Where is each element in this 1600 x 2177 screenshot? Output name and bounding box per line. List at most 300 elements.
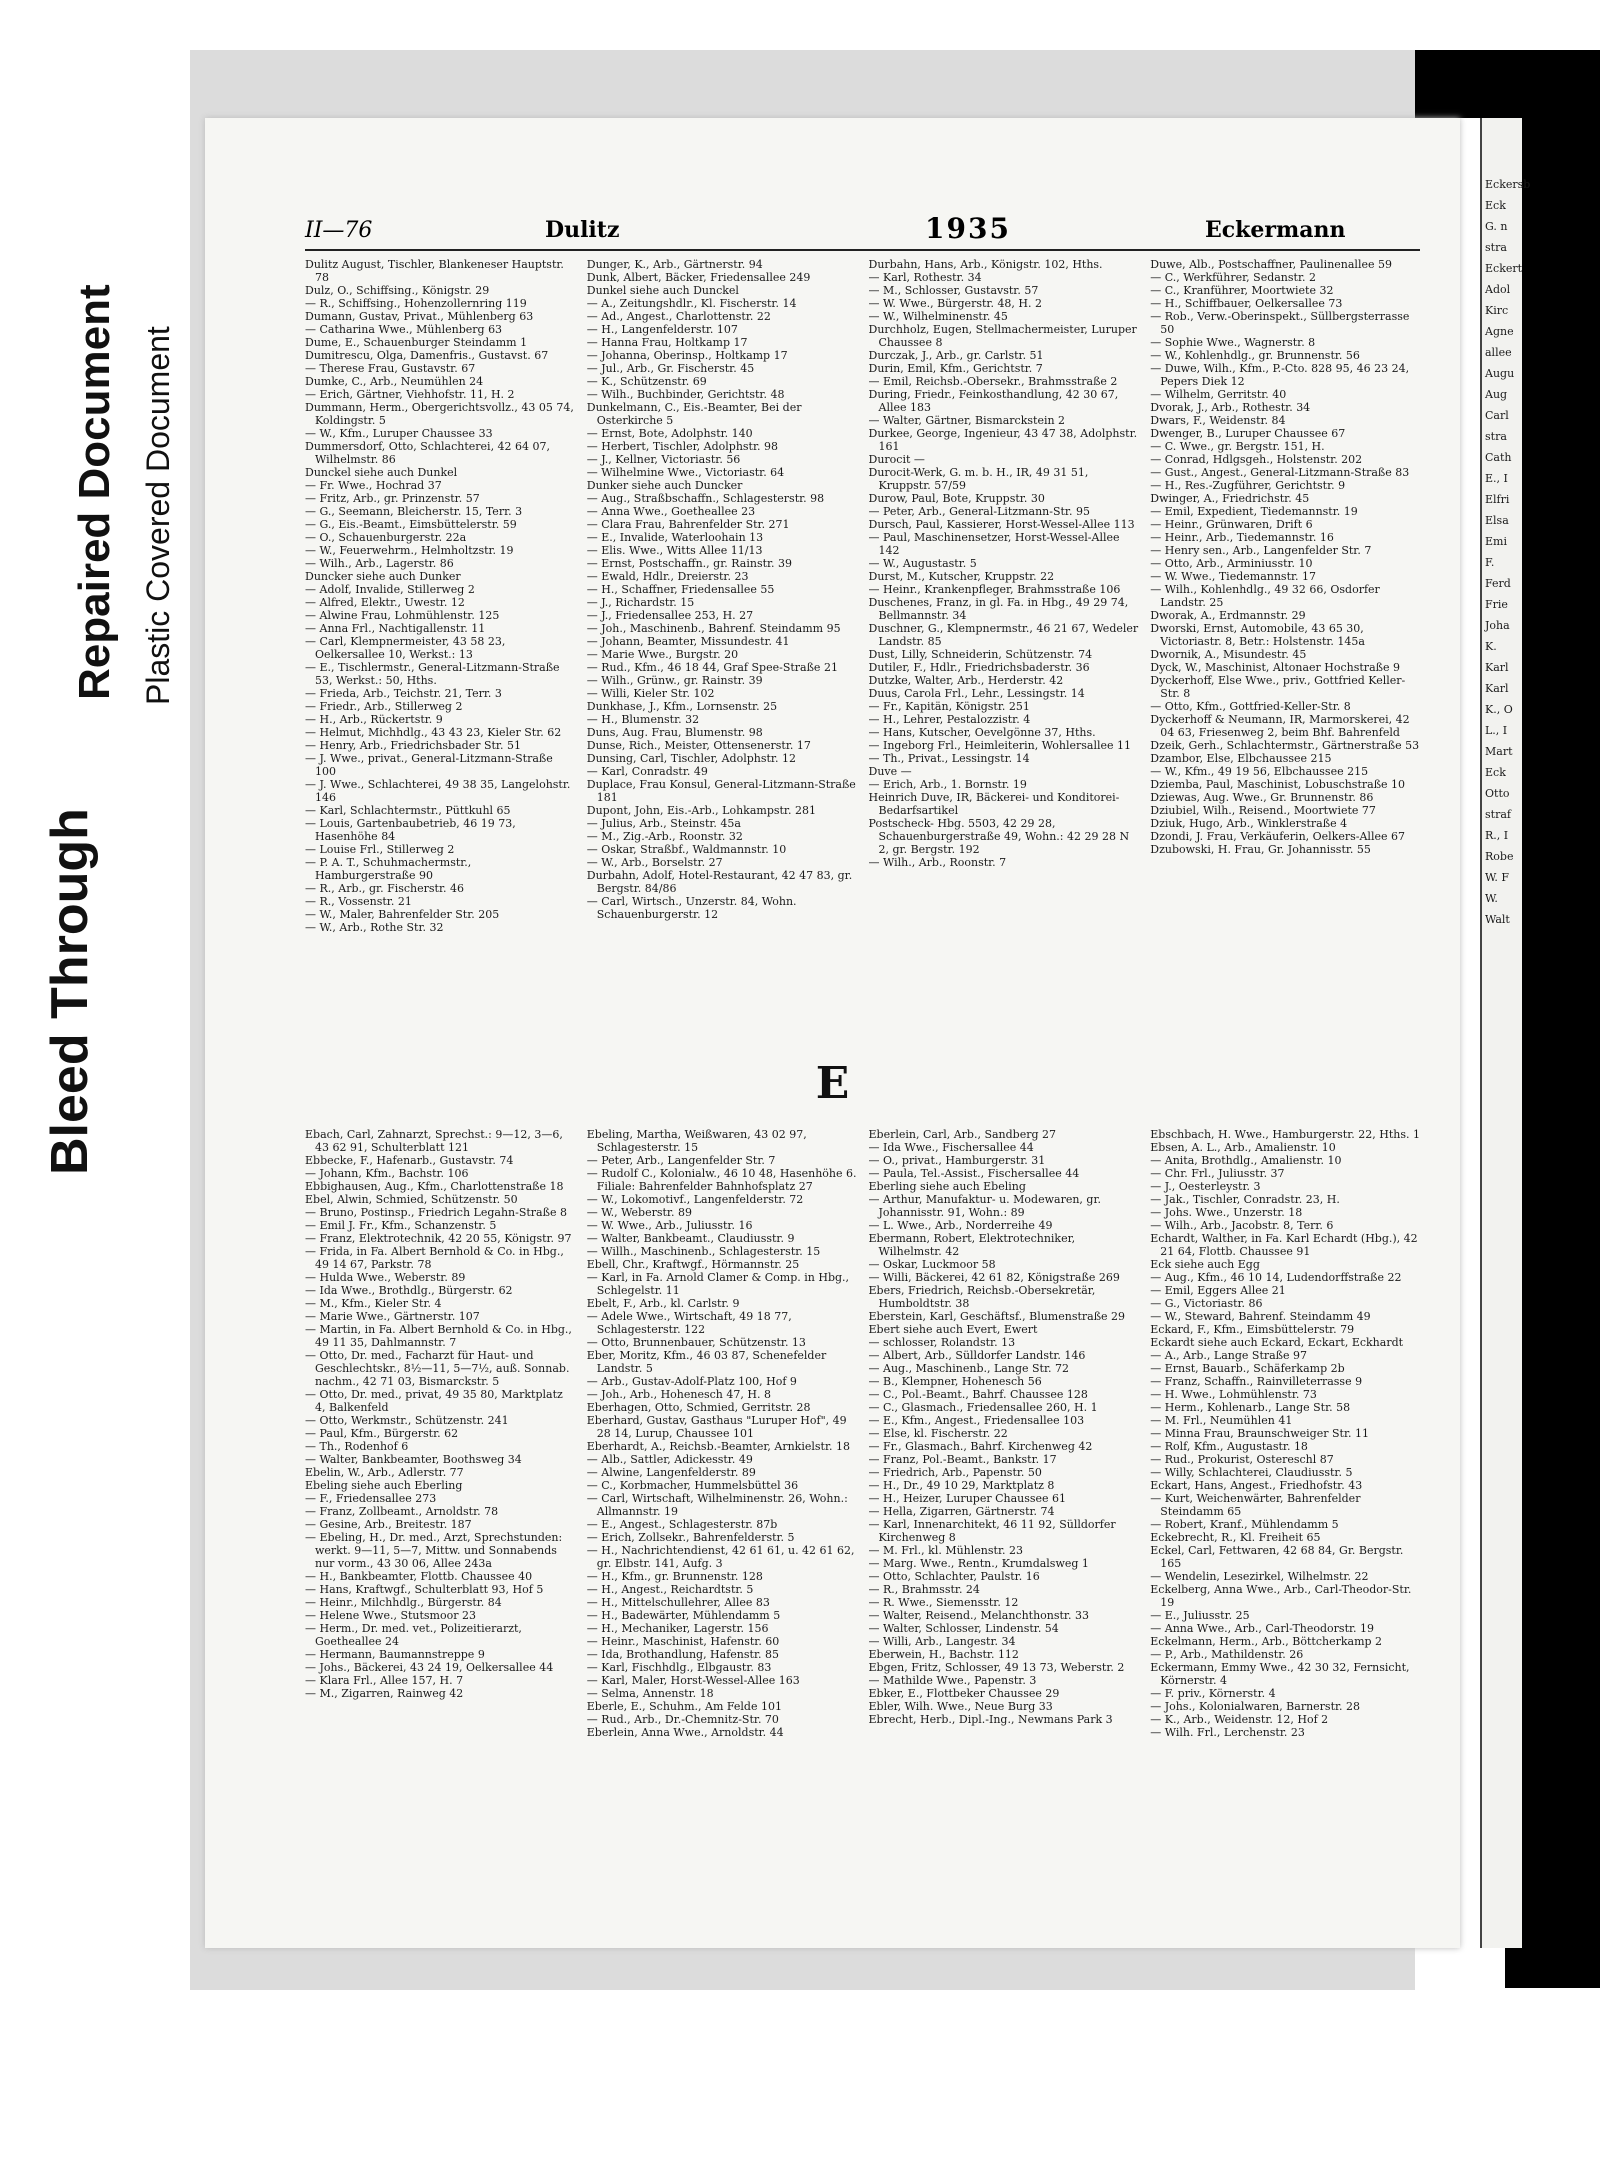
- directory-entry: — Helmut, Michhdlg., 43 43 23, Kieler Str. 62: [305, 726, 562, 739]
- directory-entry: — Oskar, Luckmoor 58: [868, 1258, 996, 1271]
- directory-entry: Dyck, W., Maschinist, Altonaer Hochstraße 9: [1150, 661, 1400, 674]
- next-page-fragment: Robe: [1485, 850, 1514, 863]
- directory-entry: — Heinr., Krankenpfleger, Brahmsstraße 106: [868, 583, 1121, 596]
- directory-entry: — Wilh. Frl., Lerchenstr. 23: [1150, 1726, 1305, 1739]
- directory-entry: — Aug., Maschinenb., Lange Str. 72: [868, 1362, 1069, 1375]
- directory-entry: — Erich, Zollsekr., Bahrenfelderstr. 5: [586, 1531, 795, 1544]
- directory-entry: Dworski, Ernst, Automobile, 43 65 30, Victoriastr. 8, Betr.: Holstenstr. 145a: [1150, 622, 1365, 648]
- directory-column: [869, 1128, 1139, 1918]
- directory-entry: Dwinger, A., Friedrichstr. 45: [1150, 492, 1310, 505]
- directory-entry: Durst, M., Kutscher, Kruppstr. 22: [868, 570, 1055, 583]
- next-page-fragment: Augu: [1485, 367, 1515, 380]
- directory-entry: Dunker siehe auch Duncker: [586, 479, 743, 492]
- directory-entry: Eberle, E., Schuhm., Am Felde 101: [586, 1700, 782, 1713]
- next-page-fragment: Joha: [1485, 619, 1510, 632]
- scan-border-top: [1415, 50, 1600, 118]
- directory-entry: — M. Frl., kl. Mühlenstr. 23: [868, 1544, 1023, 1557]
- directory-entry: — Emil, Eggers Allee 21: [1150, 1284, 1286, 1297]
- directory-entry: — Anna Wwe., Goetheallee 23: [586, 505, 756, 518]
- directory-entry: — Alb., Sattler, Adickesstr. 49: [586, 1453, 753, 1466]
- directory-entry: Dwornik, A., Misundestr. 45: [1150, 648, 1307, 661]
- directory-entry: — A., Zeitungshdlr., Kl. Fischerstr. 14: [586, 297, 797, 310]
- next-page-fragment: Kirc: [1485, 304, 1509, 317]
- directory-page: [205, 118, 1460, 1948]
- directory-entry: — Otto, Schlachter, Paulstr. 16: [868, 1570, 1040, 1583]
- directory-entry: Echardt, Walther, in Fa. Karl Echardt (Hbg.), 42 21 64, Flottb. Chaussee 91: [1150, 1232, 1418, 1258]
- directory-entry: Eckelberg, Anna Wwe., Arb., Carl-Theodor-Str. 19: [1150, 1583, 1412, 1609]
- directory-entry: — C., Glasmach., Friedensallee 260, H. 1: [868, 1401, 1098, 1414]
- directory-entry: Dume, E., Schauenburger Steindamm 1: [305, 336, 528, 349]
- directory-entry: Dulz, O., Schiffsing., Königstr. 29: [305, 284, 490, 297]
- directory-entry: — Rud., Prokurist, Ostereschl 87: [1150, 1453, 1334, 1466]
- directory-entry: Dunsing, Carl, Tischler, Adolphstr. 12: [586, 752, 796, 765]
- next-page-edge: [1480, 118, 1531, 1948]
- directory-entry: — Anna Frl., Nachtigallenstr. 11: [305, 622, 486, 635]
- directory-entry: — Paul, Kfm., Bürgerstr. 62: [305, 1427, 459, 1440]
- directory-entry: — Chr. Frl., Juliusstr. 37: [1150, 1167, 1285, 1180]
- directory-entry: — F. priv., Körnerstr. 4: [1150, 1687, 1276, 1700]
- directory-entry: — Johanna, Oberinsp., Holtkamp 17: [586, 349, 788, 362]
- directory-entry: — W. Wwe., Tiedemannstr. 17: [1150, 570, 1317, 583]
- directory-entry: — E., Juliusstr. 25: [1150, 1609, 1250, 1622]
- directory-entry: During, Friedr., Feinkosthandlung, 42 30 67, Allee 183: [868, 388, 1119, 414]
- directory-column: [869, 258, 1139, 1028]
- directory-entry: — Carl, Klempnermeister, 43 58 23, Oelkersallee 10, Werkst.: 13: [305, 635, 506, 661]
- directory-entry: — Alwine Frau, Lohmühlenstr. 125: [305, 609, 500, 622]
- directory-entry: — Rud., Arb., Dr.-Chemnitz-Str. 70: [586, 1713, 779, 1726]
- next-page-fragment: F.: [1485, 556, 1495, 569]
- directory-entry: — Selma, Annenstr. 18: [586, 1687, 714, 1700]
- directory-entry: — Louis, Gartenbaubetrieb, 46 19 73, Hasenhöhe 84: [305, 817, 516, 843]
- directory-entry: — Klara Frl., Allee 157, H. 7: [305, 1674, 464, 1687]
- directory-entry: — Johann, Kfm., Bachstr. 106: [305, 1167, 469, 1180]
- next-page-fragment: Eck: [1485, 199, 1506, 212]
- directory-entry: — Adolf, Invalide, Stillerweg 2: [305, 583, 475, 596]
- directory-entry: Duwe, Alb., Postschaffner, Paulinenallee 59: [1150, 258, 1392, 271]
- directory-entry: — Th., Privat., Lessingstr. 14: [868, 752, 1030, 765]
- directory-entry: — Frida, in Fa. Albert Bernhold & Co. in Hbg., 49 14 67, Parkstr. 78: [305, 1245, 564, 1271]
- directory-entry: Dummann, Herm., Obergerichtsvollz., 43 05 74, Koldingstr. 5: [305, 401, 574, 427]
- directory-entry: Dunkel siehe auch Dunckel: [586, 284, 739, 297]
- directory-entry: — C., Pol.-Beamt., Bahrf. Chaussee 128: [868, 1388, 1088, 1401]
- directory-entry: — Otto, Dr. med., Facharzt für Haut- und Geschlechtskr., 8½—11, 5—7½, auß. Sonnab. nachm., 42 71 03, Bismarckstr. 5: [305, 1349, 570, 1388]
- directory-entry: — Th., Rodenhof 6: [305, 1440, 409, 1453]
- directory-entry: — Fr., Glasmach., Bahrf. Kirchenweg 42: [868, 1440, 1093, 1453]
- next-page-fragment: Aug: [1485, 388, 1508, 401]
- directory-entry: — Arb., Gustav-Adolf-Platz 100, Hof 9: [586, 1375, 797, 1388]
- directory-entry: — Karl, Maler, Horst-Wessel-Allee 163: [586, 1674, 800, 1687]
- next-page-fragment: Walt: [1485, 913, 1510, 926]
- directory-entry: — Marg. Wwe., Rentn., Krumdalsweg 1: [868, 1557, 1089, 1570]
- directory-entry: — P., Arb., Mathildenstr. 26: [1150, 1648, 1304, 1661]
- directory-entry: — Alwine, Langenfelderstr. 89: [586, 1466, 756, 1479]
- directory-entry: — W., Wilhelminenstr. 45: [868, 310, 1008, 323]
- next-page-fragment: Agne: [1485, 325, 1514, 338]
- directory-entry: — H., Mechaniker, Lagerstr. 156: [586, 1622, 769, 1635]
- header-year: 1935: [925, 212, 1011, 245]
- directory-entry: — R., Arb., gr. Fischerstr. 46: [305, 882, 465, 895]
- directory-entry: — F., Friedensallee 273: [305, 1492, 437, 1505]
- directory-entry: Duschner, G., Klempnermstr., 46 21 67, Wedeler Landstr. 85: [868, 622, 1139, 648]
- directory-entry: — W., Kohlenhdlg., gr. Brunnenstr. 56: [1150, 349, 1360, 362]
- directory-entry: — Karl, Fischhdlg., Elbgaustr. 83: [586, 1661, 772, 1674]
- directory-entry: Eckart, Hans, Angest., Friedhofstr. 43: [1150, 1479, 1363, 1492]
- directory-entry: — H., Heizer, Luruper Chaussee 61: [868, 1492, 1067, 1505]
- directory-entry: — Johs. Wwe., Unzerstr. 18: [1150, 1206, 1303, 1219]
- directory-entry: — Adele Wwe., Wirtschaft, 49 18 77, Schlagesterstr. 122: [586, 1310, 792, 1336]
- directory-entry: — Friedr., Arb., Stillerweg 2: [305, 700, 463, 713]
- directory-column: [587, 1128, 857, 1918]
- directory-entry: — Fr., Kapitän, Königstr. 251: [868, 700, 1030, 713]
- directory-entry: Duve —: [868, 765, 912, 778]
- directory-entry: Ebschbach, H. Wwe., Hamburgerstr. 22, Hths. 1: [1150, 1128, 1420, 1141]
- directory-entry: — Heinr., Maschinist, Hafenstr. 60: [586, 1635, 780, 1648]
- next-page-fragment: W. F: [1485, 871, 1510, 884]
- next-page-fragment: Cath: [1485, 451, 1512, 464]
- directory-entry: — Rudolf C., Kolonialw., 46 10 48, Hasenhöhe 6. Filiale: Bahrenfelder Bahnhofsplatz 27: [586, 1167, 857, 1193]
- directory-entry: — P. A. T., Schuhmachermstr., Hamburgerstraße 90: [305, 856, 472, 882]
- directory-entry: — Walter, Gärtner, Bismarckstein 2: [868, 414, 1066, 427]
- directory-entry: — Louise Frl., Stillerweg 2: [305, 843, 455, 856]
- next-page-fragment: E., I: [1485, 472, 1508, 485]
- directory-entry: — Jak., Tischler, Conradstr. 23, H.: [1150, 1193, 1340, 1206]
- directory-entry: — R., Schiffsing., Hohenzollernring 119: [305, 297, 527, 310]
- directory-entry: Eckel, Carl, Fettwaren, 42 68 84, Gr. Bergstr. 165: [1150, 1544, 1404, 1570]
- directory-entry: — Arthur, Manufaktur- u. Modewaren, gr. Johannisstr. 91, Wohn.: 89: [868, 1193, 1102, 1219]
- directory-entry: — Wilh., Kohlenhdlg., 49 32 66, Osdorfer Landstr. 25: [1150, 583, 1380, 609]
- directory-entry: — Helene Wwe., Stutsmoor 23: [305, 1609, 476, 1622]
- directory-entry: — G., Eis.-Beamt., Eimsbüttelerstr. 59: [305, 518, 517, 531]
- directory-entry: — H. Wwe., Lohmühlenstr. 73: [1150, 1388, 1317, 1401]
- directory-entry: — Aug., Straßbschaffn., Schlagesterstr. 98: [586, 492, 825, 505]
- directory-entry: — W., Feuerwehrm., Helmholtzstr. 19: [305, 544, 514, 557]
- next-page-fragment: R., I: [1485, 829, 1509, 842]
- directory-entry: Dziewas, Aug. Wwe., Gr. Brunnenstr. 86: [1150, 791, 1374, 804]
- next-page-fragment: Elfri: [1485, 493, 1510, 506]
- directory-entry: — Emil, Reichsb.-Obersekr., Brahmsstraße 2: [868, 375, 1118, 388]
- next-page-fragment: Adol: [1485, 283, 1511, 296]
- directory-entry: — Willi, Kieler Str. 102: [586, 687, 715, 700]
- directory-entry: — W., Steward, Bahrenf. Steindamm 49: [1150, 1310, 1371, 1323]
- directory-entry: — H., Badewärter, Mühlendamm 5: [586, 1609, 781, 1622]
- directory-entry: Eberlein, Anna Wwe., Arnoldstr. 44: [586, 1726, 784, 1739]
- directory-entry: — J., Friedensallee 253, H. 27: [586, 609, 754, 622]
- directory-entry: Eberling siehe auch Ebeling: [868, 1180, 1026, 1193]
- directory-entry: — Erich, Arb., 1. Bornstr. 19: [868, 778, 1027, 791]
- directory-entry: — Bruno, Postinsp., Friedrich Legahn-Straße 8: [305, 1206, 567, 1219]
- directory-entry: — Marie Wwe., Burgstr. 20: [586, 648, 739, 661]
- directory-entry: Ebler, Wilh. Wwe., Neue Burg 33: [868, 1700, 1053, 1713]
- directory-entry: — Wilh., Arb., Jacobstr. 8, Terr. 6: [1150, 1219, 1334, 1232]
- directory-entry: Eberhardt, A., Reichsb.-Beamter, Arnkielstr. 18: [586, 1440, 850, 1453]
- next-page-fragment: Mart: [1485, 745, 1513, 758]
- directory-entry: — Robert, Kranf., Mühlendamm 5: [1150, 1518, 1339, 1531]
- directory-entry: Ebbighausen, Aug., Kfm., Charlottenstraße 18: [305, 1180, 564, 1193]
- directory-entry: Dzambor, Else, Elbchaussee 215: [1150, 752, 1332, 765]
- directory-entry: — Heinr., Milchhdlg., Bürgerstr. 84: [305, 1596, 502, 1609]
- directory-column: [305, 1128, 575, 1918]
- directory-entry: Eberhagen, Otto, Schmied, Gerritstr. 28: [586, 1401, 811, 1414]
- directory-entry: Ebgen, Fritz, Schlosser, 49 13 73, Weberstr. 2: [868, 1661, 1125, 1674]
- next-page-fragment: Elsa: [1485, 514, 1509, 527]
- directory-entry: — Willi, Arb., Langestr. 34: [868, 1635, 1016, 1648]
- directory-entry: — Ewald, Hdlr., Dreierstr. 23: [586, 570, 749, 583]
- directory-entry: Eberlein, Carl, Arb., Sandberg 27: [868, 1128, 1057, 1141]
- directory-entry: — Heinr., Arb., Tiedemannstr. 16: [1150, 531, 1334, 544]
- next-page-fragment: L., I: [1485, 724, 1508, 737]
- directory-entry: — W. Wwe., Arb., Juliusstr. 16: [586, 1219, 753, 1232]
- directory-entry: — Ebeling, H., Dr. med., Arzt, Sprechstunden: werkt. 9—11, 5—7, Mittw. und Sonnabends nur vorm., 43 30 06, Allee 243a: [305, 1531, 563, 1570]
- directory-entry: Durow, Paul, Bote, Kruppstr. 30: [868, 492, 1045, 505]
- directory-column: [305, 258, 575, 1028]
- directory-entry: Dzubowski, H. Frau, Gr. Johannisstr. 55: [1150, 843, 1371, 856]
- directory-entry: — Duwe, Wilh., Kfm., P.-Cto. 828 95, 46 23 24, Pepers Diek 12: [1150, 362, 1410, 388]
- directory-entry: — Ida Wwe., Fischersallee 44: [868, 1141, 1034, 1154]
- directory-entry: — Franz, Schaffn., Rainvilleterrasse 9: [1150, 1375, 1363, 1388]
- page-number: II—76: [305, 218, 373, 243]
- directory-entry: Dupont, John, Eis.-Arb., Lohkampstr. 281: [586, 804, 816, 817]
- directory-entry: — Friedrich, Arb., Papenstr. 50: [868, 1466, 1042, 1479]
- directory-entry: — H., Schaffner, Friedensallee 55: [586, 583, 775, 596]
- directory-entry: — Karl, Rothestr. 34: [868, 271, 982, 284]
- directory-entry: — Fritz, Arb., gr. Prinzenstr. 57: [305, 492, 480, 505]
- directory-entry: — M., Zig.-Arb., Roonstr. 32: [586, 830, 743, 843]
- directory-entry: Durbahn, Adolf, Hotel-Restaurant, 42 47 83, gr. Bergstr. 84/86: [586, 869, 853, 895]
- bleed-through-label: Bleed Through: [41, 808, 99, 1175]
- directory-entry: — Otto, Werkmstr., Schützenstr. 241: [305, 1414, 509, 1427]
- directory-entry: Ebeling siehe auch Eberling: [305, 1479, 463, 1492]
- directory-entry: Dumitrescu, Olga, Damenfris., Gustavst. 67: [305, 349, 549, 362]
- directory-entry: — J., Kellner, Victoriastr. 56: [586, 453, 741, 466]
- directory-entry: Postscheck- Hbg. 5503, 42 29 28, Schauenburgerstraße 49, Wohn.: 42 29 28 N 2, gr. Bergstr. 192: [868, 817, 1130, 856]
- directory-entry: Dummersdorf, Otto, Schlachterei, 42 64 07, Wilhelmstr. 86: [305, 440, 551, 466]
- directory-entry: — H., Schiffbauer, Oelkersallee 73: [1150, 297, 1343, 310]
- directory-entry: — Herm., Dr. med. vet., Polizeitierarzt, Goetheallee 24: [305, 1622, 522, 1648]
- directory-entry: Durchholz, Eugen, Stellmachermeister, Luruper Chaussee 8: [868, 323, 1137, 349]
- directory-entry: — M., Kfm., Kieler Str. 4: [305, 1297, 442, 1310]
- next-page-fragment: Karl: [1485, 682, 1509, 695]
- repaired-document-label: Repaired Document: [70, 284, 119, 700]
- directory-entry: — Johs., Bäckerei, 43 24 19, Oelkersallee 44: [305, 1661, 554, 1674]
- directory-entry: Ebelin, W., Arb., Adlerstr. 77: [305, 1466, 464, 1479]
- directory-entry: — R., Vossenstr. 21: [305, 895, 412, 908]
- plastic-covered-document-label: Plastic Covered Document: [140, 326, 176, 705]
- directory-entry: Ebbecke, F., Hafenarb., Gustavstr. 74: [305, 1154, 514, 1167]
- directory-entry: — C. Wwe., gr. Bergstr. 151, H.: [1150, 440, 1325, 453]
- directory-entry: — Karl, Conradstr. 49: [586, 765, 708, 778]
- directory-entry: — M. Frl., Neumühlen 41: [1150, 1414, 1293, 1427]
- directory-entry: — W., Maler, Bahrenfelder Str. 205: [305, 908, 500, 921]
- next-page-fragment: W.: [1485, 892, 1498, 905]
- directory-entry: — L. Wwe., Arb., Norderreihe 49: [868, 1219, 1053, 1232]
- directory-entry: Ebelt, F., Arb., kl. Carlstr. 9: [586, 1297, 740, 1310]
- directory-entry: — Ernst, Postschaffn., gr. Rainstr. 39: [586, 557, 793, 570]
- directory-entry: — Wilhelm, Gerritstr. 40: [1150, 388, 1287, 401]
- directory-entry: — Peter, Arb., Langenfelder Str. 7: [586, 1154, 776, 1167]
- directory-entry: Eberwein, H., Bachstr. 112: [868, 1648, 1019, 1661]
- directory-entry: — Carl, Wirtschaft, Wilhelminenstr. 26, Wohn.: Allmannstr. 19: [586, 1492, 848, 1518]
- directory-entry: Dunger, K., Arb., Gärtnerstr. 94: [586, 258, 763, 271]
- directory-entry: — Henry sen., Arb., Langenfelder Str. 7: [1150, 544, 1372, 557]
- directory-entry: — Emil, Expedient, Tiedemannstr. 19: [1150, 505, 1358, 518]
- directory-entry: — W., Weberstr. 89: [586, 1206, 692, 1219]
- directory-entry: — W., Arb., Borselstr. 27: [586, 856, 723, 869]
- directory-entry: — Martin, in Fa. Albert Bernhold & Co. in Hbg., 49 11 35, Dahlmannstr. 7: [305, 1323, 572, 1349]
- directory-entry: — Joh., Maschinenb., Bahrenf. Steindamm 95: [586, 622, 841, 635]
- directory-entry: Dwenger, B., Luruper Chaussee 67: [1150, 427, 1346, 440]
- directory-entry: — R. Wwe., Siemensstr. 12: [868, 1596, 1019, 1609]
- directory-entry: — J. Wwe., Schlachterei, 49 38 35, Langelohstr. 146: [305, 778, 571, 804]
- directory-entry: — Hans, Kraftwgf., Schulterblatt 93, Hof 5: [305, 1583, 544, 1596]
- directory-entry: — H., Kfm., gr. Brunnenstr. 128: [586, 1570, 763, 1583]
- directory-entry: — Rolf, Kfm., Augustastr. 18: [1150, 1440, 1308, 1453]
- directory-entry: Durocit —: [868, 453, 925, 466]
- directory-entry: — Ernst, Bote, Adolphstr. 140: [586, 427, 753, 440]
- directory-entry: — Gust., Angest., General-Litzmann-Straße 83: [1150, 466, 1410, 479]
- directory-entry: Dziemba, Paul, Maschinist, Lobuschstraße 10: [1150, 778, 1406, 791]
- directory-entry: — W., Lokomotivf., Langenfelderstr. 72: [586, 1193, 804, 1206]
- directory-entry: — C., Werkführer, Sedanstr. 2: [1150, 271, 1316, 284]
- directory-entry: — B., Klempner, Hohenesch 56: [868, 1375, 1042, 1388]
- directory-entry: — Walter, Schlosser, Lindenstr. 54: [868, 1622, 1059, 1635]
- directory-entry: — schlosser, Rolandstr. 13: [868, 1336, 1016, 1349]
- directory-entry: Ebrecht, Herb., Dipl.-Ing., Newmans Park 3: [868, 1713, 1113, 1726]
- top-section-columns: [305, 258, 1420, 1028]
- directory-entry: Durczak, J., Arb., gr. Carlstr. 51: [868, 349, 1044, 362]
- directory-entry: — J., Richardstr. 15: [586, 596, 695, 609]
- directory-entry: — W. Wwe., Bürgerstr. 48, H. 2: [868, 297, 1043, 310]
- directory-entry: — Therese Frau, Gustavstr. 67: [305, 362, 476, 375]
- directory-entry: — Fr. Wwe., Hochrad 37: [305, 479, 442, 492]
- directory-entry: — Ida Wwe., Brothdlg., Bürgerstr. 62: [305, 1284, 513, 1297]
- directory-entry: — Else, kl. Fischerstr. 22: [868, 1427, 1008, 1440]
- directory-entry: — Willy, Schlachterei, Claudiusstr. 5: [1150, 1466, 1353, 1479]
- header-first-name: Dulitz: [545, 217, 620, 243]
- directory-entry: — M., Zigarren, Rainweg 42: [305, 1687, 464, 1700]
- directory-column: [587, 258, 857, 1028]
- directory-column: [1150, 258, 1420, 1028]
- directory-entry: Eberhard, Gustav, Gasthaus "Luruper Hof", 49 28 14, Lurup, Chaussee 101: [586, 1414, 847, 1440]
- section-letter: E: [815, 1058, 850, 1109]
- directory-entry: — Jul., Arb., Gr. Fischerstr. 45: [586, 362, 755, 375]
- directory-entry: — O., Schauenburgerstr. 22a: [305, 531, 467, 544]
- directory-entry: — K., Arb., Weidenstr. 12, Hof 2: [1150, 1713, 1329, 1726]
- next-page-fragment: Carl: [1485, 409, 1509, 422]
- next-page-fragment: Emi: [1485, 535, 1507, 548]
- side-labels: [0, 0, 200, 2177]
- directory-entry: Dzeik, Gerh., Schlachtermstr., Gärtnerstraße 53: [1150, 739, 1420, 752]
- directory-entry: Ebert siehe auch Evert, Ewert: [868, 1323, 1038, 1336]
- directory-entry: — Julius, Arb., Steinstr. 45a: [586, 817, 741, 830]
- directory-entry: — C., Korbmacher, Hummelsbüttel 36: [586, 1479, 799, 1492]
- directory-entry: — W., Kfm., Luruper Chaussee 33: [305, 427, 493, 440]
- directory-entry: — Clara Frau, Bahrenfelder Str. 271: [586, 518, 790, 531]
- header-last-name: Eckermann: [1205, 217, 1346, 243]
- next-page-fragment: G. n: [1485, 220, 1508, 233]
- directory-entry: Dziuk, Hugo, Arb., Winklerstraße 4: [1150, 817, 1348, 830]
- directory-entry: — Hanna Frau, Holtkamp 17: [586, 336, 748, 349]
- directory-entry: Eckermann, Emmy Wwe., 42 30 32, Fernsicht, Körnerstr. 4: [1150, 1661, 1410, 1687]
- directory-entry: — W., Arb., Rothe Str. 32: [305, 921, 444, 934]
- directory-entry: Dzondi, J. Frau, Verkäuferin, Oelkers-Allee 67: [1150, 830, 1405, 843]
- next-page-fragment: Otto: [1485, 787, 1510, 800]
- directory-entry: — Gesine, Arb., Breitestr. 187: [305, 1518, 472, 1531]
- directory-entry: — Franz, Zollbeamt., Arnoldstr. 78: [305, 1505, 499, 1518]
- directory-entry: Ebel, Alwin, Schmied, Schützenstr. 50: [305, 1193, 518, 1206]
- directory-entry: — H., Bankbeamter, Flottb. Chaussee 40: [305, 1570, 533, 1583]
- directory-entry: — Ad., Angest., Charlottenstr. 22: [586, 310, 771, 323]
- directory-entry: — Wilh., Grünw., gr. Rainstr. 39: [586, 674, 763, 687]
- directory-entry: — H., Lehrer, Pestalozzistr. 4: [868, 713, 1031, 726]
- directory-entry: — Anna Wwe., Arb., Carl-Theodorstr. 19: [1150, 1622, 1375, 1635]
- directory-entry: — Carl, Wirtsch., Unzerstr. 84, Wohn. Schauenburgerstr. 12: [586, 895, 797, 921]
- directory-entry: — Wilhelmine Wwe., Victoriastr. 64: [586, 466, 785, 479]
- next-page-fragment: Frie: [1485, 598, 1508, 611]
- directory-entry: — Wilh., Arb., Lagerstr. 86: [305, 557, 454, 570]
- directory-entry: — Otto, Arb., Arminiusstr. 10: [1150, 557, 1313, 570]
- directory-entry: Dunse, Rich., Meister, Ottensenerstr. 17: [586, 739, 811, 752]
- next-page-fragment: straf: [1485, 808, 1511, 821]
- directory-entry: Dunk, Albert, Bäcker, Friedensallee 249: [586, 271, 811, 284]
- directory-entry: — Karl, in Fa. Arnold Clamer & Comp. in Hbg., Schlegelstr. 11: [586, 1271, 850, 1297]
- directory-entry: — Paula, Tel.-Assist., Fischersallee 44: [868, 1167, 1080, 1180]
- directory-entry: — Ingeborg Frl., Heimleiterin, Wohlersallee 11: [868, 739, 1132, 752]
- directory-entry: Eckebrecht, R., Kl. Freiheit 65: [1150, 1531, 1321, 1544]
- directory-entry: — H., Mittelschullehrer, Allee 83: [586, 1596, 770, 1609]
- directory-entry: Heinrich Duve, IR, Bäckerei- und Konditorei-Bedarfsartikel: [868, 791, 1120, 817]
- directory-entry: Eckelmann, Herm., Arb., Böttcherkamp 2: [1150, 1635, 1383, 1648]
- directory-entry: — W., Augustastr. 5: [868, 557, 977, 570]
- directory-entry: — C., Kranführer, Moortwiete 32: [1150, 284, 1334, 297]
- directory-entry: — Marie Wwe., Gärtnerstr. 107: [305, 1310, 480, 1323]
- directory-entry: — Otto, Brunnenbauer, Schützenstr. 13: [586, 1336, 806, 1349]
- next-page-fragment: stra: [1485, 430, 1507, 443]
- directory-entry: Dutzke, Walter, Arb., Herderstr. 42: [868, 674, 1064, 687]
- directory-entry: — Hermann, Baumannstreppe 9: [305, 1648, 485, 1661]
- directory-entry: — G., Victoriastr. 86: [1150, 1297, 1263, 1310]
- directory-entry: — E., Tischlermstr., General-Litzmann-Straße 53, Werkst.: 50, Hths.: [305, 661, 560, 687]
- directory-entry: Dziubiel, Wilh., Reisend., Moortwiete 77: [1150, 804, 1376, 817]
- next-page-fragment: Ferd: [1485, 577, 1511, 590]
- directory-entry: — Alfred, Elektr., Uwestr. 12: [305, 596, 465, 609]
- directory-entry: — Otto, Dr. med., privat, 49 35 80, Marktplatz 4, Balkenfeld: [305, 1388, 563, 1414]
- directory-entry: Eckardt siehe auch Eckard, Eckart, Eckhardt: [1150, 1336, 1404, 1349]
- directory-entry: Eckard, F., Kfm., Eimsbüttelerstr. 79: [1150, 1323, 1355, 1336]
- directory-entry: — Karl, Innenarchitekt, 46 11 92, Sülldorfer Kirchenweg 8: [868, 1518, 1116, 1544]
- directory-entry: Ebermann, Robert, Elektrotechniker, Wilhelmstr. 42: [868, 1232, 1076, 1258]
- directory-entry: — Peter, Arb., General-Litzmann-Str. 95: [868, 505, 1090, 518]
- directory-entry: — Walter, Bankbeamt., Claudiusstr. 9: [586, 1232, 795, 1245]
- directory-entry: — J. Wwe., privat., General-Litzmann-Straße 100: [305, 752, 553, 778]
- directory-entry: Dyckerhoff & Neumann, IR, Marmorskerei, 42 04 63, Friesenweg 2, beim Bhf. Bahrenfeld: [1150, 713, 1410, 739]
- directory-entry: — Wilh., Arb., Roonstr. 7: [868, 856, 1007, 869]
- directory-entry: — Aug., Kfm., 46 10 14, Ludendorffstraße 22: [1150, 1271, 1402, 1284]
- directory-entry: — Paul, Maschinensetzer, Horst-Wessel-Allee 142: [868, 531, 1120, 557]
- next-page-fragment: K.: [1485, 640, 1497, 653]
- directory-entry: — Herm., Kohlenarb., Lange Str. 58: [1150, 1401, 1351, 1414]
- next-page-fragment: Eckert: [1485, 262, 1523, 275]
- directory-entry: Duschenes, Franz, in gl. Fa. in Hbg., 49 29 74, Bellmannstr. 34: [868, 596, 1129, 622]
- next-page-fragment: K., O: [1485, 703, 1513, 716]
- page-header: [305, 213, 1420, 251]
- directory-entry: — Franz, Pol.-Beamt., Bankstr. 17: [868, 1453, 1057, 1466]
- directory-entry: — H., Langenfelderstr. 107: [586, 323, 738, 336]
- directory-entry: Dworak, A., Erdmannstr. 29: [1150, 609, 1306, 622]
- directory-entry: — Anita, Brothdlg., Amalienstr. 10: [1150, 1154, 1342, 1167]
- directory-entry: — H., Res.-Zugführer, Gerichtstr. 9: [1150, 479, 1346, 492]
- directory-entry: Ebers, Friedrich, Reichsb.-Obersekretär, Humboldtstr. 38: [868, 1284, 1096, 1310]
- directory-entry: — Franz, Elektrotechnik, 42 20 55, Königstr. 97: [305, 1232, 572, 1245]
